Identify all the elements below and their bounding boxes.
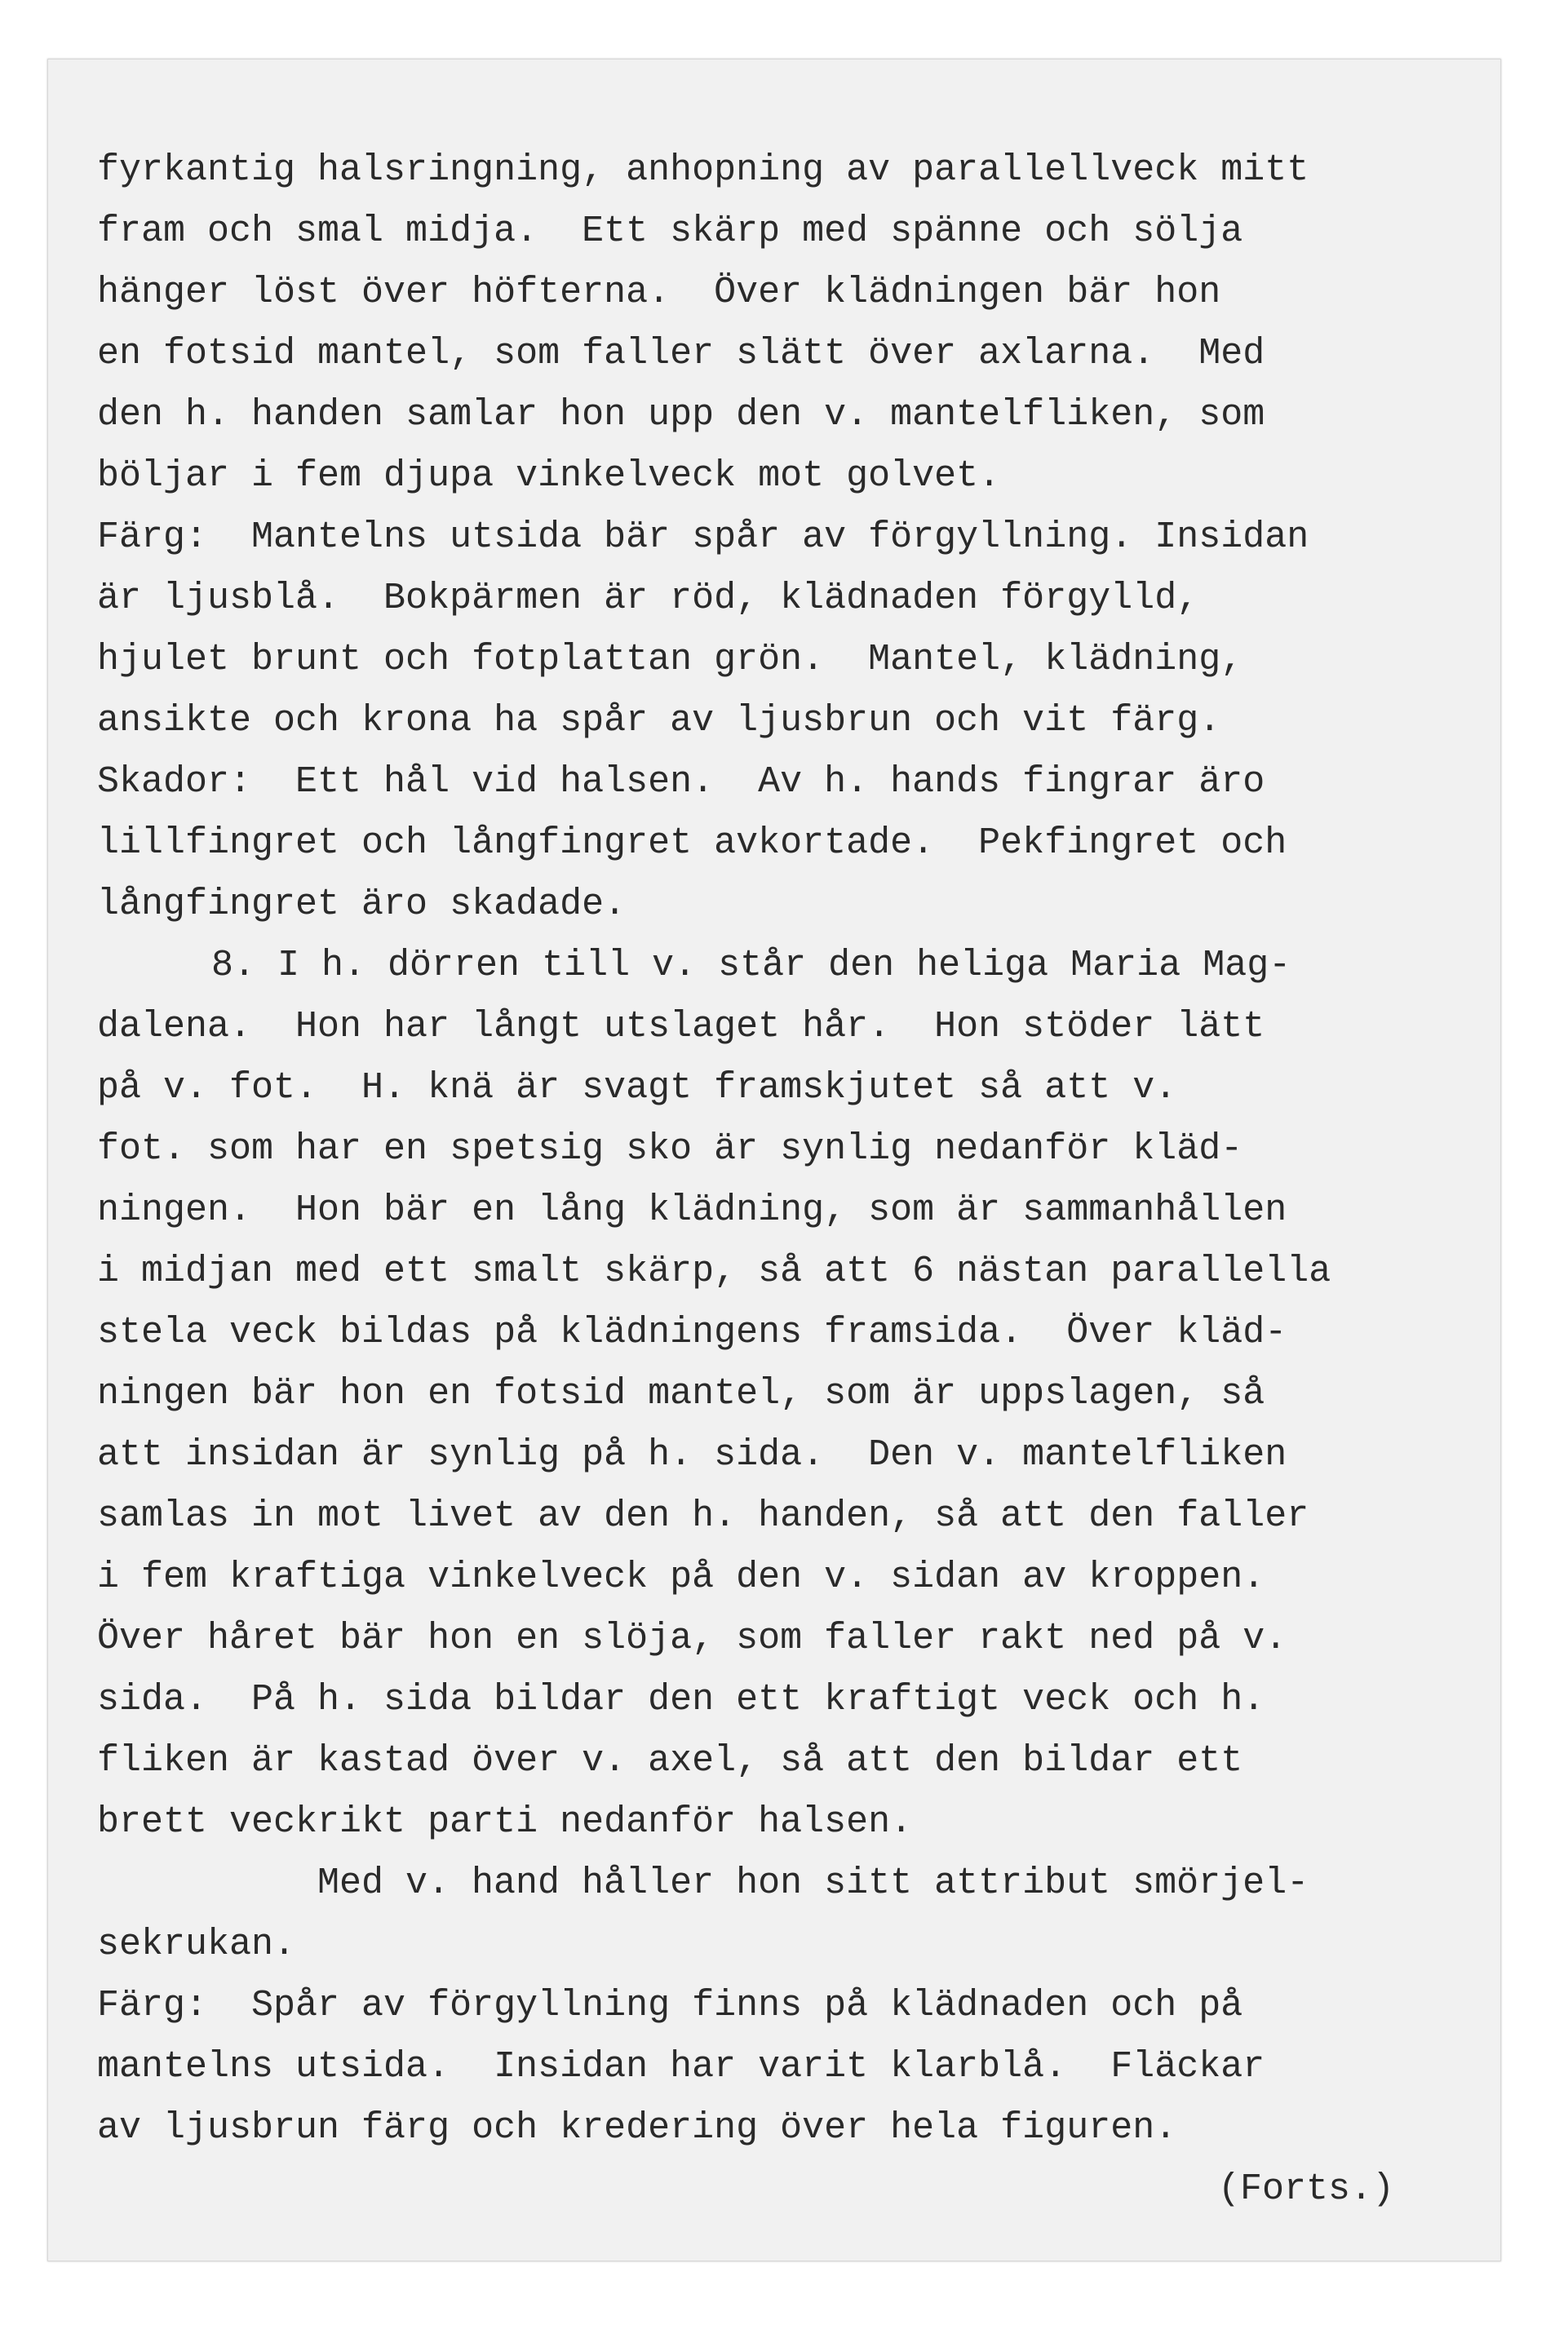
text-line: Över håret bär hon en slöja, som faller rakt ned på v. xyxy=(97,1618,1287,1659)
text-line: Skador: Ett hål vid halsen. Av h. hands fingrar äro xyxy=(97,761,1265,803)
text-line: 8. I h. dörren till v. står den heliga Maria Mag- xyxy=(211,945,1291,986)
text-line: brett veckrikt parti nedanför halsen. xyxy=(97,1801,913,1843)
text-line: fram och smal midja. Ett skärp med spänne och sölja xyxy=(97,210,1243,252)
text-line: samlas in mot livet av den h. handen, så att den faller xyxy=(97,1495,1309,1537)
text-line: Med v. hand håller hon sitt attribut smörjel- xyxy=(317,1862,1309,1904)
text-line: lillfingret och långfingret avkortade. Pekfingret och xyxy=(97,822,1287,864)
text-line: Färg: Mantelns utsida bär spår av förgyllning. Insidan xyxy=(97,516,1309,558)
text-line: hänger löst över höfterna. Över klädningen bär hon xyxy=(97,272,1221,313)
text-line: stela veck bildas på klädningens framsida. Över kläd- xyxy=(97,1312,1287,1353)
text-line: i fem kraftiga vinkelveck på den v. sidan av kroppen. xyxy=(97,1557,1265,1598)
text-line: ningen. Hon bär en lång klädning, som är sammanhållen xyxy=(97,1189,1287,1231)
text-line: på v. fot. H. knä är svagt framskjutet så att v. xyxy=(97,1067,1177,1109)
text-line: en fotsid mantel, som faller slätt över axlarna. Med xyxy=(97,333,1265,374)
text-line: fot. som har en spetsig sko är synlig nedanför kläd- xyxy=(97,1128,1243,1170)
text-line: Färg: Spår av förgyllning finns på klädnaden och på xyxy=(97,1985,1243,2026)
typewritten-page xyxy=(47,59,1501,2261)
text-line: i midjan med ett smalt skärp, så att 6 nästan parallella xyxy=(97,1251,1331,1292)
text-line: mantelns utsida. Insidan har varit klarblå. Fläckar xyxy=(97,2046,1265,2088)
text-line: ningen bär hon en fotsid mantel, som är uppslagen, så xyxy=(97,1373,1265,1415)
text-line: att insidan är synlig på h. sida. Den v. mantelfliken xyxy=(97,1434,1287,1476)
text-line: är ljusblå. Bokpärmen är röd, klädnaden förgylld, xyxy=(97,578,1199,619)
text-line: hjulet brunt och fotplattan grön. Mantel, klädning, xyxy=(97,639,1243,680)
text-line: fyrkantig halsringning, anhopning av parallellveck mitt xyxy=(97,149,1309,191)
page-text xyxy=(97,140,1484,2220)
text-line: den h. handen samlar hon upp den v. mantelfliken, som xyxy=(97,394,1265,436)
text-line: av ljusbrun färg och kredering över hela figuren. xyxy=(97,2107,1177,2149)
text-line: sida. På h. sida bildar den ett kraftigt veck och h. xyxy=(97,1679,1265,1720)
text-line: dalena. Hon har långt utslaget hår. Hon stöder lätt xyxy=(97,1006,1265,1047)
text-line: sekrukan. xyxy=(97,1924,296,1965)
text-line: fliken är kastad över v. axel, så att den bildar ett xyxy=(97,1740,1243,1782)
text-line: ansikte och krona ha spår av ljusbrun och vit färg. xyxy=(97,700,1221,742)
text-line: böljar i fem djupa vinkelveck mot golvet. xyxy=(97,455,1001,497)
text-line: långfingret äro skadade. xyxy=(97,884,627,925)
continuation-note: (Forts.) xyxy=(1217,2168,1394,2210)
